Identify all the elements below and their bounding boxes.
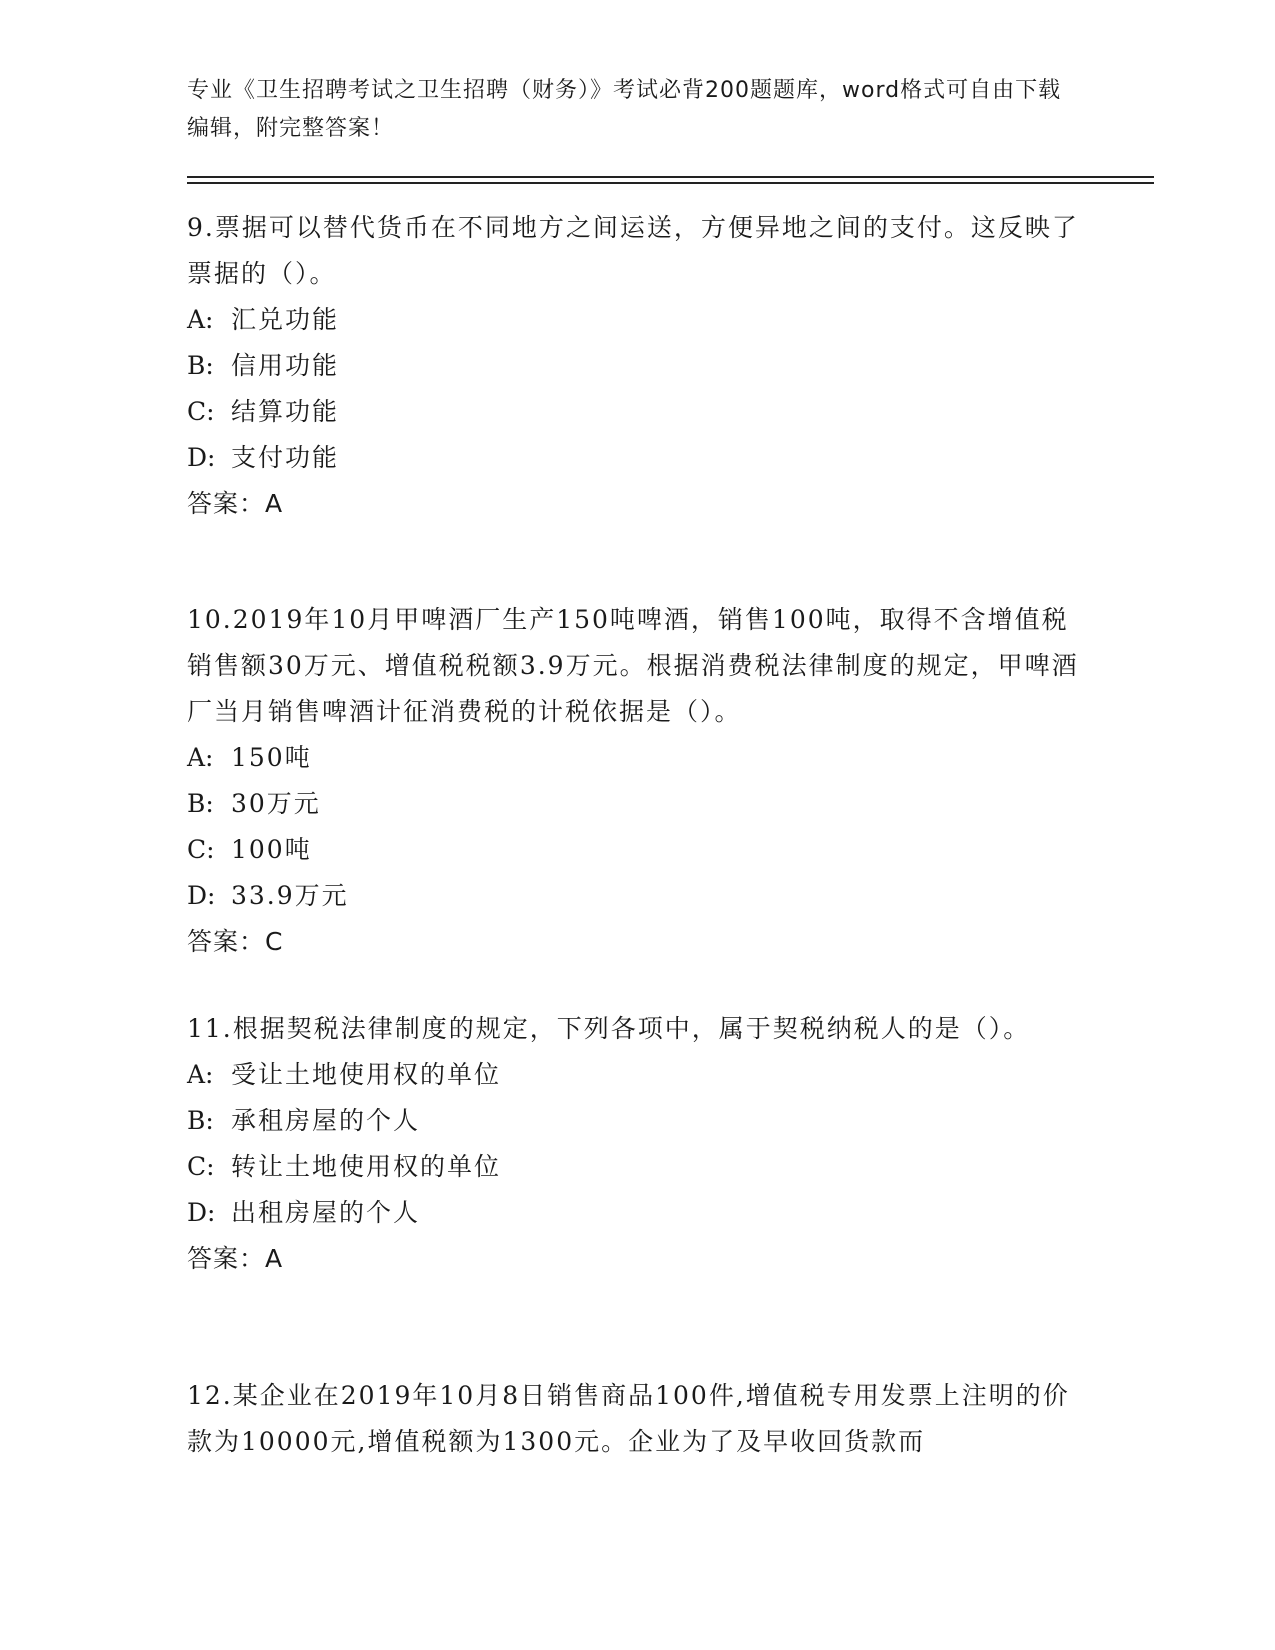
question-text: 12.某企业在2019年10月8日销售商品100件,增值税专用发票上注明的价款为10000元,增值税额为1300元。企业为了及早收回货款而	[187, 1381, 1070, 1456]
option-key: C:	[187, 397, 215, 426]
header-divider-bottom	[187, 182, 1154, 184]
option-c	[187, 1144, 1087, 1190]
option-a	[187, 1052, 1087, 1098]
option-key: D:	[187, 1198, 216, 1227]
question-text: 11.根据契税法律制度的规定，下列各项中，属于契税纳税人的是（）。	[187, 1014, 1031, 1043]
header-divider-top	[187, 176, 1154, 178]
option-key: D:	[187, 881, 216, 910]
document-intro: 专业《卫生招聘考试之卫生招聘（财务）》考试必背200题题库，word格式可自由下载编辑，附完整答案！	[187, 78, 1062, 141]
option-text: 结算功能	[231, 397, 340, 426]
option-text: 30万元	[231, 789, 321, 818]
option-c	[187, 827, 1087, 873]
option-b	[187, 781, 1087, 827]
question-text: 10.2019年10月甲啤酒厂生产150吨啤酒，销售100吨，取得不含增值税销售额30万元、增值税税额3.9万元。根据消费税法律制度的规定，甲啤酒厂当月销售啤酒计征消费税的计税依据是（）。	[187, 605, 1079, 726]
option-key: A:	[187, 305, 214, 334]
option-a	[187, 735, 1087, 781]
option-text: 转让土地使用权的单位	[231, 1152, 502, 1181]
option-d	[187, 1190, 1087, 1236]
option-text: 150吨	[231, 743, 312, 772]
option-text: 100吨	[231, 835, 312, 864]
option-key: B:	[187, 789, 214, 818]
option-text: 33.9万元	[231, 881, 349, 910]
option-text: 汇兑功能	[231, 305, 340, 334]
answer-label: 答案：C	[187, 927, 284, 956]
question-11	[187, 1006, 1087, 1282]
option-key: A:	[187, 1060, 214, 1089]
option-key: B:	[187, 1106, 214, 1135]
question-12	[187, 1373, 1087, 1465]
option-key: D:	[187, 443, 216, 472]
option-b	[187, 1098, 1087, 1144]
question-text: 9.票据可以替代货币在不同地方之间运送，方便异地之间的支付。这反映了票据的（）。	[187, 213, 1079, 288]
option-key: B:	[187, 351, 214, 380]
question-9	[187, 205, 1087, 527]
option-b	[187, 343, 1087, 389]
option-text: 出租房屋的个人	[231, 1198, 421, 1227]
option-text: 受让土地使用权的单位	[231, 1060, 502, 1089]
option-a	[187, 297, 1087, 343]
option-key: C:	[187, 835, 215, 864]
option-text: 支付功能	[231, 443, 340, 472]
question-10	[187, 597, 1087, 965]
answer-label: 答案：A	[187, 489, 284, 518]
option-key: A:	[187, 743, 214, 772]
option-text: 信用功能	[231, 351, 340, 380]
option-c	[187, 389, 1087, 435]
option-d	[187, 435, 1087, 481]
option-key: C:	[187, 1152, 215, 1181]
answer-label: 答案：A	[187, 1244, 284, 1273]
option-text: 承租房屋的个人	[231, 1106, 421, 1135]
option-d	[187, 873, 1087, 919]
